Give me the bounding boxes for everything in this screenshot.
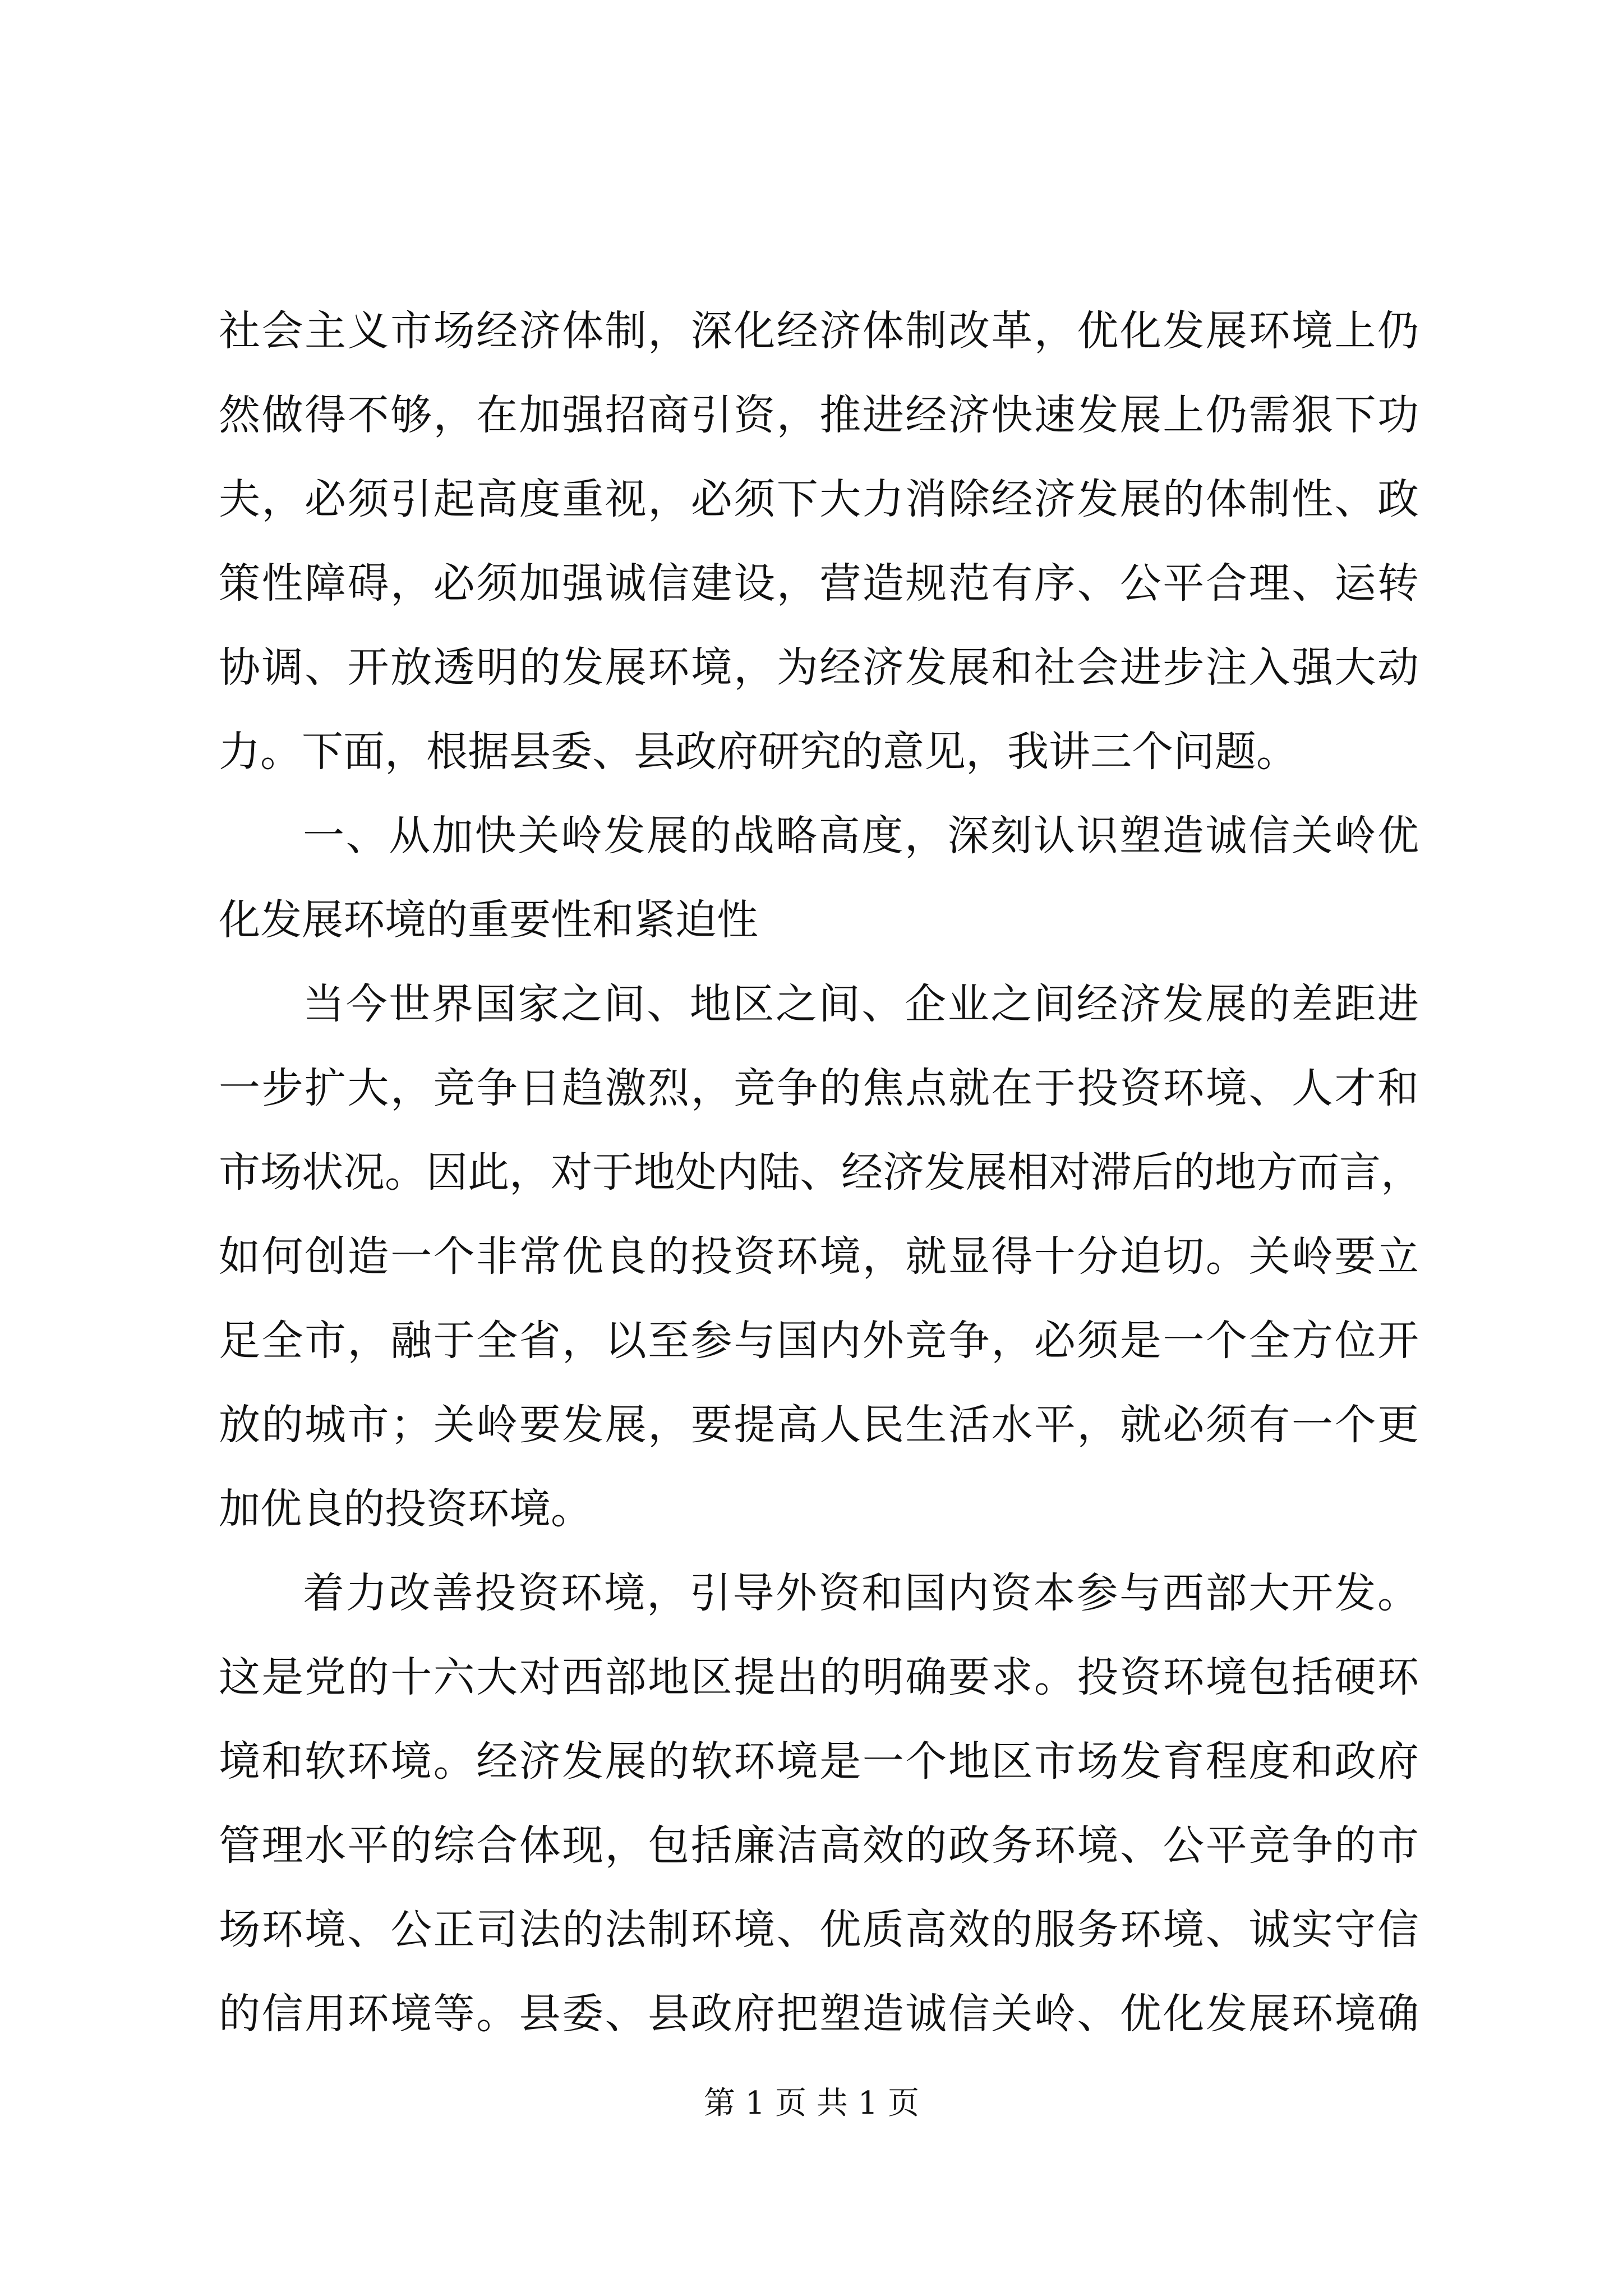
text-line: 然做得不够，在加强招商引资，推进经济快速发展上仍需狠下功 [219, 391, 1419, 439]
text-line: 夫，必须引起高度重视，必须下大力消除经济发展的体制性、政 [219, 475, 1419, 523]
text-line: 的信用环境等。县委、县政府把塑造诚信关岭、优化发展环境确 [219, 1990, 1419, 2038]
section-heading-line: 一、从加快关岭发展的战略高度，深刻认识塑造诚信关岭优 [303, 812, 1419, 860]
text-line: 境和软环境。经济发展的软环境是一个地区市场发育程度和政府 [219, 1737, 1419, 1786]
page-number-footer: 第 1 页 共 1 页 [703, 2085, 920, 2122]
text-line: 加优良的投资环境。 [219, 1485, 592, 1533]
text-line: 足全市，融于全省，以至参与国内外竞争，必须是一个全方位开 [219, 1317, 1419, 1365]
text-line: 放的城市；关岭要发展，要提高人民生活水平，就必须有一个更 [219, 1401, 1419, 1449]
section-heading-line: 化发展环境的重要性和紧迫性 [219, 896, 758, 944]
text-line: 管理水平的综合体现，包括廉洁高效的政务环境、公平竞争的市 [219, 1821, 1419, 1870]
text-line: 如何创造一个非常优良的投资环境，就显得十分迫切。关岭要立 [219, 1232, 1419, 1281]
text-line: 场环境、公正司法的法制环境、优质高效的服务环境、诚实守信 [219, 1906, 1419, 1954]
text-line: 策性障碍，必须加强诚信建设，营造规范有序、公平合理、运转 [219, 559, 1419, 608]
text-line: 力。下面，根据县委、县政府研究的意见，我讲三个问题。 [219, 728, 1298, 776]
text-line: 当今世界国家之间、地区之间、企业之间经济发展的差距进 [303, 980, 1419, 1028]
text-line: 这是党的十六大对西部地区提出的明确要求。投资环境包括硬环 [219, 1653, 1419, 1701]
text-line: 市场状况。因此，对于地处内陆、经济发展相对滞后的地方而言， [219, 1148, 1422, 1197]
text-line: 协调、开放透明的发展环境，为经济发展和社会进步注入强大动 [219, 643, 1419, 692]
text-line: 一步扩大，竞争日趋激烈，竞争的焦点就在于投资环境、人才和 [219, 1064, 1419, 1112]
text-line: 社会主义市场经济体制，深化经济体制改革，优化发展环境上仍 [219, 307, 1419, 355]
text-line: 着力改善投资环境，引导外资和国内资本参与西部大开发。 [303, 1569, 1419, 1617]
